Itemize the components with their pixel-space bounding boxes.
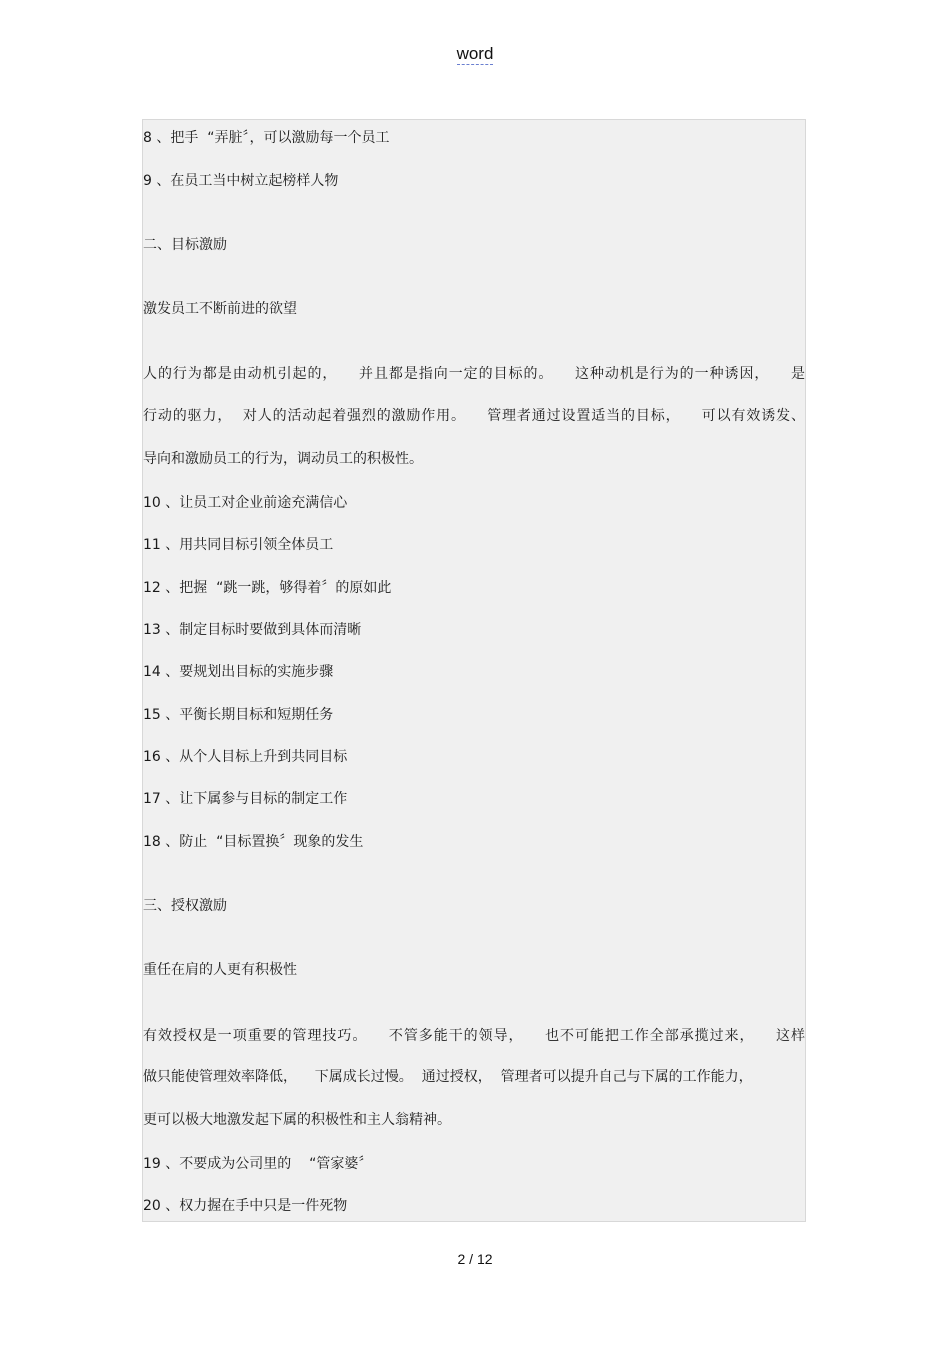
paragraph-goal-line-3: 导向和激励员工的行为，调动员工的积极性。: [143, 451, 423, 467]
paragraph-goal-line-1: 人的行为都是由动机引起的， 并且都是指向一定的目标的。 这种动机是行为的一种诱因， 是: [143, 366, 805, 382]
list-item-16: 16 、从个人目标上升到共同目标: [143, 749, 348, 765]
header-title: word: [456, 44, 494, 63]
list-item-20: 20 、权力握在手中只是一件死物: [143, 1198, 348, 1214]
paragraph-auth-line-1: 有效授权是一项重要的管理技巧。 不管多能干的领导， 也不可能把工作全部承揽过来， 这样: [143, 1028, 805, 1044]
list-item-12: 12 、把握 “跳一跳，够得着〞的原如此: [143, 580, 392, 596]
list-item-8: 8 、把手 “弄脏〞，可以激励每一个员工: [143, 130, 390, 146]
paragraph-auth-line-3: 更可以极大地激发起下属的积极性和主人翁精神。: [143, 1112, 451, 1128]
list-item-9: 9 、在员工当中树立起榜样人物: [143, 173, 339, 189]
list-item-10: 10 、让员工对企业前途充满信心: [143, 495, 348, 511]
list-item-14: 14 、要规划出目标的实施步骤: [143, 664, 334, 680]
list-item-19: 19 、不要成为公司里的 “管家婆〞: [143, 1156, 373, 1172]
page-number: 2 / 12: [457, 1251, 493, 1267]
section-heading-authorization: 三、授权激励: [143, 898, 227, 914]
list-item-11: 11 、用共同目标引领全体员工: [143, 537, 334, 553]
paragraph-auth-line-2: 做只能使管理效率降低， 下属成长过慢。 通过授权， 管理者可以提升自己与下属的工作能力，: [143, 1069, 753, 1085]
section-subtitle-goal: 激发员工不断前进的欲望: [143, 301, 297, 317]
document-header: [0, 44, 950, 64]
list-item-17: 17 、让下属参与目标的制定工作: [143, 791, 348, 807]
list-item-15: 15 、平衡长期目标和短期任务: [143, 707, 334, 723]
list-item-18: 18 、防止 “目标置换〞现象的发生: [143, 834, 364, 850]
list-item-13: 13 、制定目标时要做到具体而清晰: [143, 622, 362, 638]
section-heading-goal-motivation: 二、目标激励: [143, 237, 227, 253]
section-subtitle-authorization: 重任在肩的人更有积极性: [143, 962, 297, 978]
paragraph-goal-line-2: 行动的驱力， 对人的活动起着强烈的激励作用。 管理者通过设置适当的目标， 可以有效诱发、: [143, 408, 805, 424]
